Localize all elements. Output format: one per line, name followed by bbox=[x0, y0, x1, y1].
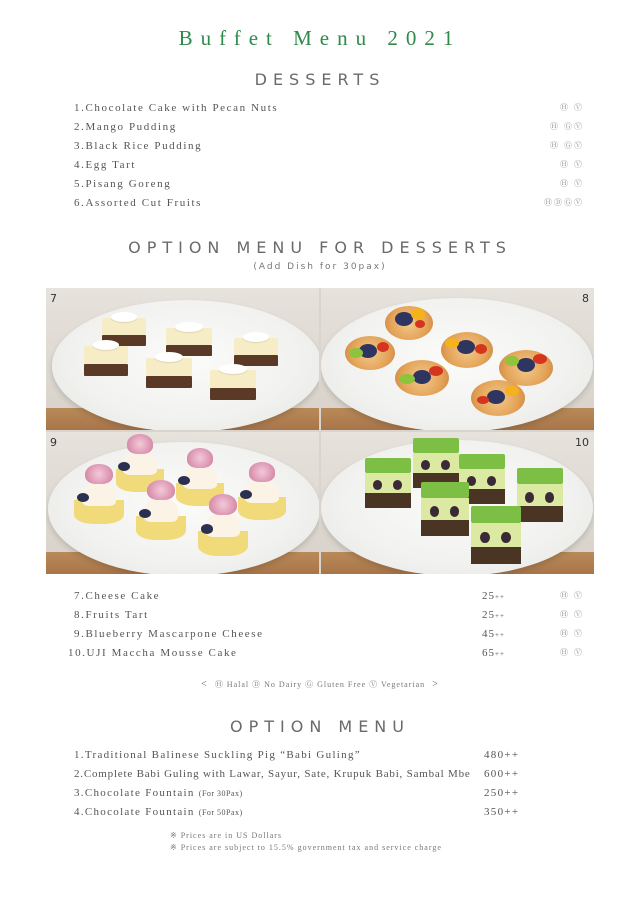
option-menu-price: 480++ bbox=[484, 749, 520, 761]
dessert-item-name: 5.Pisang Goreng bbox=[74, 178, 172, 190]
dessert-item-name: 4.Egg Tart bbox=[74, 159, 137, 171]
dessert-photo-grid bbox=[46, 288, 594, 574]
desserts-heading: DESSERTS bbox=[254, 70, 386, 89]
dietary-badges: Ⓗ ⒼⓋ bbox=[550, 141, 584, 150]
dessert-item bbox=[74, 197, 584, 213]
maccha-mousse-piece bbox=[517, 468, 563, 522]
option-menu-item bbox=[74, 768, 544, 784]
dessert-item bbox=[74, 121, 584, 137]
price-note: ※ Prices are in US Dollars bbox=[170, 831, 283, 840]
dietary-badges: Ⓗ ⒼⓋ bbox=[550, 122, 584, 131]
option-menu-name-wrap: 3.Chocolate Fountain (For 30Pax) bbox=[74, 787, 243, 799]
dessert-item bbox=[74, 102, 584, 118]
page-title: Buffet Menu 2021 bbox=[178, 26, 462, 50]
fruit-tart-piece bbox=[395, 360, 449, 396]
maccha-mousse-piece bbox=[471, 506, 521, 564]
dietary-badges: Ⓗ Ⓥ bbox=[560, 610, 584, 619]
dessert-item-name: 1.Chocolate Cake with Pecan Nuts bbox=[74, 102, 279, 114]
option-menu-item bbox=[74, 806, 544, 822]
photo-maccha-mousse bbox=[321, 432, 594, 574]
option-dessert-name: 10.UJI Maccha Mousse Cake bbox=[68, 647, 238, 659]
option-dessert-price: 65++ bbox=[482, 647, 505, 659]
option-menu-name: 1.Traditional Balinese Suckling Pig “Babi Guling” bbox=[74, 749, 361, 761]
option-dessert-price: 25++ bbox=[482, 590, 505, 602]
option-desserts-subheading: (Add Dish for 30pax) bbox=[253, 262, 387, 272]
dessert-item bbox=[74, 159, 584, 175]
mascarpone-piece bbox=[68, 464, 130, 524]
option-menu-name-wrap: 4.Chocolate Fountain (For 50Pax) bbox=[74, 806, 243, 818]
option-menu-item bbox=[74, 787, 544, 803]
mascarpone-piece bbox=[130, 480, 192, 540]
dietary-badges: Ⓗ Ⓥ bbox=[560, 648, 584, 657]
cheese-cake-piece bbox=[84, 346, 128, 376]
dietary-badges: Ⓗ Ⓥ bbox=[560, 629, 584, 638]
dessert-item bbox=[74, 178, 584, 194]
dessert-item bbox=[74, 140, 584, 156]
fruit-tart-piece bbox=[345, 336, 395, 370]
dietary-legend: < Ⓗ Halal Ⓓ No Dairy Ⓖ Gluten Free Ⓥ Vegetarian > bbox=[201, 679, 439, 690]
option-menu-price: 600++ bbox=[484, 768, 520, 780]
photo-cheese-cake bbox=[46, 288, 319, 430]
photo-fruits-tart bbox=[321, 288, 594, 430]
option-menu-name: 2.Complete Babi Guling with Lawar, Sayur, Sate, Krupuk Babi, Sambal Mbe bbox=[74, 768, 471, 780]
dessert-item-name: 6.Assorted Cut Fruits bbox=[74, 197, 203, 209]
photo-number: 8 bbox=[582, 292, 589, 305]
legend-text: Ⓗ Halal Ⓓ No Dairy Ⓖ Gluten Free Ⓥ Vegetarian bbox=[214, 680, 426, 689]
option-menu-price: 250++ bbox=[484, 787, 520, 799]
option-dessert-name: 8.Fruits Tart bbox=[74, 609, 149, 621]
option-dessert-item bbox=[74, 609, 584, 625]
dietary-badges: Ⓗ Ⓥ bbox=[560, 591, 584, 600]
maccha-mousse-piece bbox=[421, 482, 469, 536]
option-menu-item bbox=[74, 749, 544, 765]
option-dessert-name: 7.Cheese Cake bbox=[74, 590, 161, 602]
cheese-cake-piece bbox=[210, 370, 256, 400]
photo-number: 10 bbox=[575, 436, 589, 449]
dietary-badges: Ⓗ Ⓥ bbox=[560, 103, 584, 112]
option-dessert-price: 45++ bbox=[482, 628, 505, 640]
maccha-mousse-piece bbox=[413, 438, 459, 488]
photo-number: 9 bbox=[50, 436, 57, 449]
cheese-cake-piece bbox=[234, 338, 278, 366]
dessert-item-name: 3.Black Rice Pudding bbox=[74, 140, 203, 152]
maccha-mousse-piece bbox=[365, 458, 411, 508]
dessert-item-name: 2.Mango Pudding bbox=[74, 121, 177, 133]
mascarpone-piece bbox=[192, 494, 254, 556]
cheese-cake-piece bbox=[146, 358, 192, 388]
dietary-badges: Ⓗ Ⓥ bbox=[560, 179, 584, 188]
fruit-tart-piece bbox=[441, 332, 493, 368]
photo-blueberry-mascarpone bbox=[46, 432, 319, 574]
option-desserts-heading: OPTION MENU FOR DESSERTS bbox=[128, 238, 512, 257]
option-dessert-item bbox=[74, 590, 584, 606]
option-dessert-price: 25++ bbox=[482, 609, 505, 621]
option-dessert-item bbox=[68, 647, 584, 663]
option-menu-price: 350++ bbox=[484, 806, 520, 818]
dietary-badges: ⒽⒹⒼⓋ bbox=[544, 198, 584, 207]
option-dessert-item bbox=[74, 628, 584, 644]
option-menu-heading: OPTION MENU bbox=[230, 717, 410, 736]
tax-note: ※ Prices are subject to 15.5% government tax and service charge bbox=[170, 843, 442, 852]
option-dessert-name: 9.Blueberry Mascarpone Cheese bbox=[74, 628, 264, 640]
dietary-badges: Ⓗ Ⓥ bbox=[560, 160, 584, 169]
fruit-tart-piece bbox=[385, 306, 433, 340]
fruit-tart-piece bbox=[471, 380, 525, 416]
photo-number: 7 bbox=[50, 292, 57, 305]
